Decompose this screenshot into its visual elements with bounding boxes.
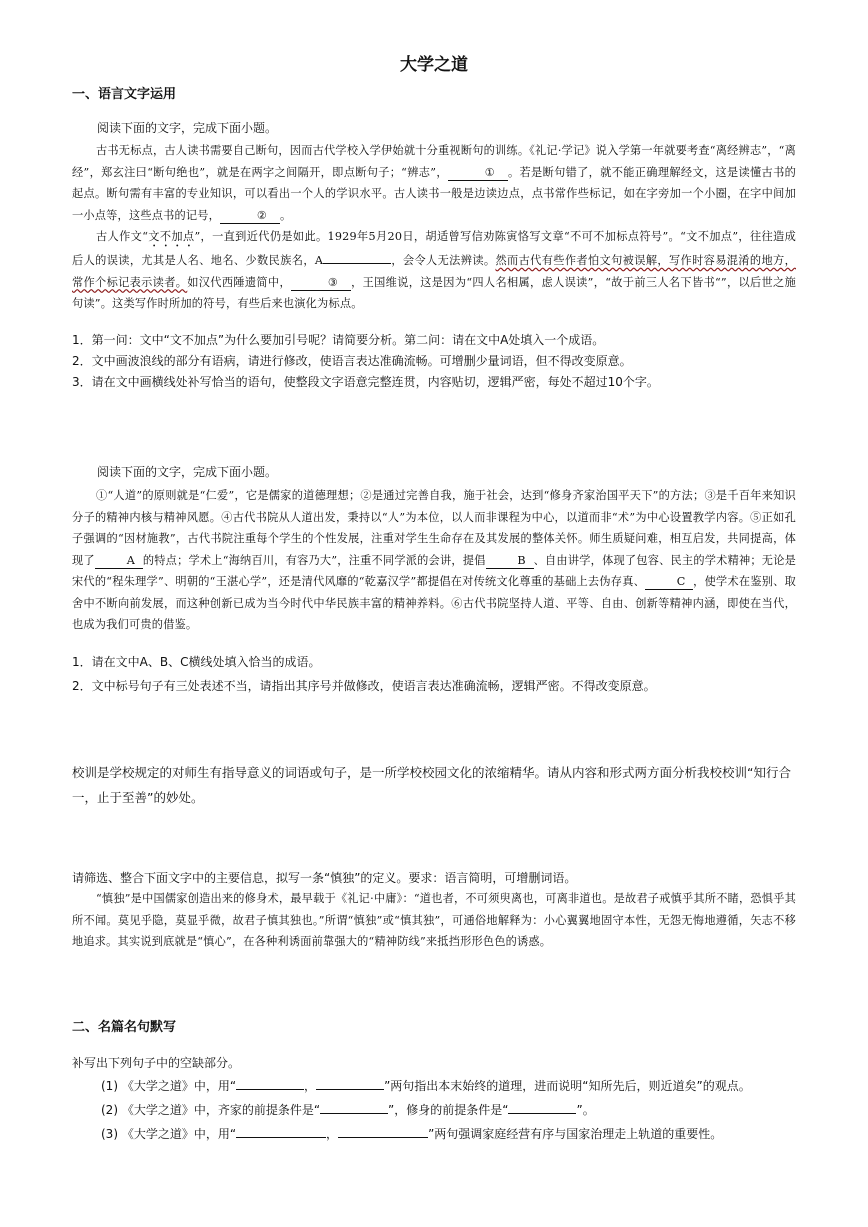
document-title: 大学之道 bbox=[400, 55, 468, 75]
recitation-item-2: (2) 《大学之道》中，齐家的前提条件是“ ”，修身的前提条件是“ ”。 bbox=[101, 1103, 595, 1117]
passage-paragraph-2: 古人作文“文不加点”，一直到近代仍是如此。1929年5月20日，胡适曾写信劝陈寅恪写文章“不可不加标点符号”。“文不加点”，往往造成后人的误读，尤其是人名、地名、少数民族名，A ，会令人无法辨读。然而古代有些作者怕文句被误解，写作时容易混淆的地方，常作个标记表示读者。如汉代西陲遗简中， ③ ，王国维说，这是因为“四人名相属，虑人误读”，“故于前三人名下皆书“”，以后世之施句读”。这类写作时所加的符号，有些后来也演化为标点。 bbox=[72, 230, 796, 310]
recitation-blank-3b[interactable] bbox=[338, 1137, 428, 1138]
definition-prompt: 请筛选、整合下面文字中的主要信息，拟写一条“慎独”的定义。要求：语言简明，可增删词语。 bbox=[72, 871, 577, 885]
question-list-1 bbox=[72, 330, 659, 393]
question-1: 1．第一问：文中“文不加点”为什么要加引号呢？请简要分析。第二问：请在文中A处填入一个成语。 bbox=[72, 333, 605, 347]
recitation-blank-2a[interactable] bbox=[320, 1113, 388, 1114]
recitation-intro: 补写出下列句子中的空缺部分。 bbox=[72, 1056, 241, 1070]
question-3: 3．请在文中画横线处补写恰当的语句，使整段文字语意完整连贯，内容贴切，逻辑严密，每处不超过10个字。 bbox=[72, 375, 659, 389]
blank-2[interactable]: ② bbox=[220, 209, 280, 224]
recitation-blank-1b[interactable] bbox=[316, 1089, 384, 1090]
reading-intro-1: 阅读下面的文字，完成下面小题。 bbox=[97, 121, 278, 135]
recitation-blank-3a[interactable] bbox=[236, 1137, 326, 1138]
section-heading-language: 一、语言文字运用 bbox=[72, 87, 177, 102]
passage-shendu-paragraph: “慎独”是中国儒家创造出来的修身术，最早载于《礼记·中庸》：“道也者，不可须臾离也，可离非道也。是故君子戒慎乎其所不睹，恐惧乎其所不闻。莫见乎隐，莫显乎微，故君子慎其独也。”所谓“慎独”或“慎其独”，可通俗地解释为：小心翼翼地固守本性，无怨无悔地遵循，矢志不移地追求。其实说到底就是“慎心”，在各种利诱面前靠强大的“精神防线”来抵挡形形色色的诱惑。 bbox=[72, 892, 796, 948]
blank-3[interactable]: ③ bbox=[291, 276, 351, 291]
blank-a[interactable] bbox=[323, 263, 391, 264]
question-2-1: 1．请在文中A、B、C横线处填入恰当的成语。 bbox=[72, 655, 321, 669]
passage-shendu bbox=[72, 888, 796, 953]
passage-academy-paragraph: ①“人道”的原则就是“仁爱”，它是儒家的道德理想；②是通过完善自我，施于社会，达到“修身齐家治国平天下”的方法；③是千百年来知识分子的精神内核与精神风愿。④古代书院从人道出发，秉持以“人”为本位，以人而非课程为中心，以道而非“术”为中心设置教学内容。⑤正如孔子强调的“因材施教”，古代书院注重每个学生的个性发展，注重对学生生命存在及其发展的整体关怀。师生质疑问难，相互启发，共同提高，体现了 A 的特点；学术上“海纳百川，有容乃大”，注重不同学派的会讲，提倡 B 、自由讲学，体现了包容、民主的学术精神；无论是宋代的“程朱理学”、明朝的“王湛心学”，还是清代风靡的“乾嘉汉学”都提倡在对传统文化尊重的基础上去伪存真、 C ，使学术在鉴别、取舍中不断向前发展，而这种创新已成为当今时代中华民族丰富的精神养料。⑥古代书院坚持人道、平等、自由、创新等精神内涵，即使在当代，也成为我们可贵的借鉴。 bbox=[72, 489, 796, 631]
motto-question: 校训是学校规定的对师生有指导意义的词语或句子，是一所学校校园文化的浓缩精华。请从内容和形式两方面分析我校校训“知行合一，止于至善”的妙处。 bbox=[72, 765, 791, 805]
section-heading-recitation: 二、名篇名句默写 bbox=[72, 1020, 177, 1035]
question-list-2 bbox=[72, 652, 656, 697]
dotted-quote: “文不加点” bbox=[142, 230, 201, 243]
blank-A[interactable]: A bbox=[95, 554, 143, 569]
wavy-sentence: 然而古代有些作者怕文句被误解，写作时容易混淆的地方，常作个标记表示读者。 bbox=[72, 254, 796, 289]
passage-punctuation bbox=[72, 140, 796, 315]
blank-B[interactable]: B bbox=[486, 554, 534, 569]
recitation-blank-2b[interactable] bbox=[508, 1113, 576, 1114]
recitation-item-1: (1) 《大学之道》中，用“ ， ”两句指出本末始终的道理，进而说明“知所先后，则近道矣”的观点。 bbox=[101, 1079, 751, 1093]
passage-paragraph-1: 古书无标点，古人读书需要自己断句，因而古代学校入学伊始就十分重视断句的训练。《礼记·学记》说入学第一年就要考查“离经辨志”，“离经”，郑玄注曰“断句绝也”，就是在两字之间隔开，即点断句子；“辨志”， ① 。若是断句错了，就不能正确理解经文，这是读懂古书的起点。断句需有丰富的专业知识，可以看出一个人的学识水平。古人读书一般是边读边点，点书常作些标记，如在字旁加一个小圈，在字中间加一小点等，这些点书的记号， ② 。 bbox=[72, 144, 796, 222]
reading-intro-2: 阅读下面的文字，完成下面小题。 bbox=[97, 465, 278, 479]
blank-C[interactable]: C bbox=[645, 575, 693, 590]
recitation-blank-1a[interactable] bbox=[236, 1089, 304, 1090]
blank-1[interactable]: ① bbox=[448, 166, 508, 181]
question-2-2: 2．文中标号句子有三处表述不当，请指出其序号并做修改，使语言表达准确流畅，逻辑严密。不得改变原意。 bbox=[72, 679, 656, 693]
passage-academy bbox=[72, 485, 796, 636]
recitation-item-3: (3) 《大学之道》中，用“ ， ”两句强调家庭经营有序与国家治理走上轨道的重要性。 bbox=[101, 1127, 723, 1141]
question-2: 2．文中画波浪线的部分有语病，请进行修改，使语言表达准确流畅。可增删少量词语，但不得改变原意。 bbox=[72, 354, 632, 368]
